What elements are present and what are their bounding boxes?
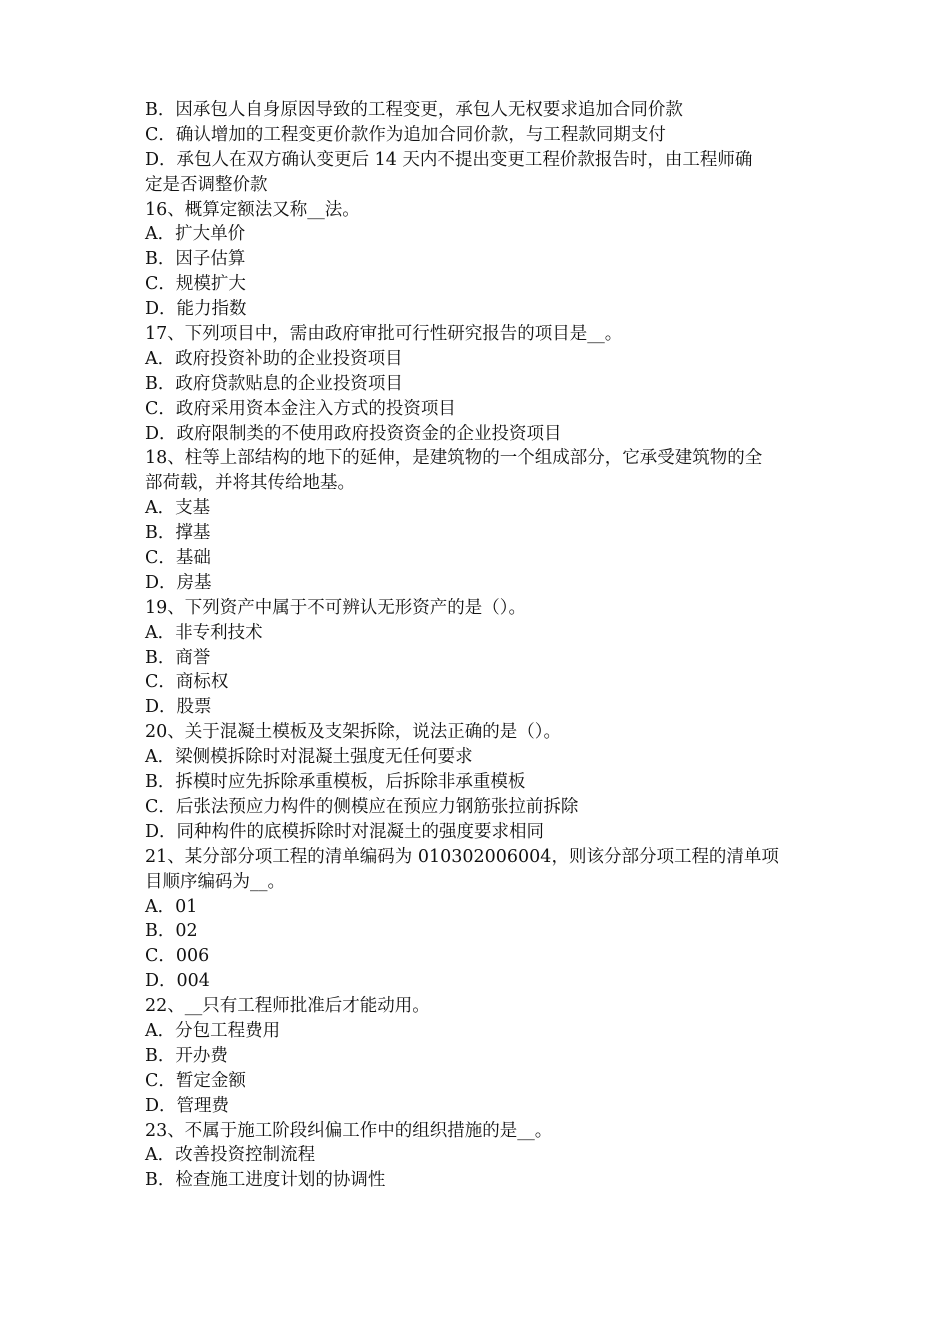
question-21-continuation: 目顺序编码为__。 bbox=[145, 871, 285, 892]
question-22: 22、__只有工程师批准后才能动用。 bbox=[145, 996, 430, 1017]
option-line: C．确认增加的工程变更价款作为追加合同价款，与工程款同期支付 bbox=[145, 124, 666, 145]
option-line: B．开办费 bbox=[145, 1045, 228, 1066]
option-line: B．政府贷款贴息的企业投资项目 bbox=[145, 373, 403, 394]
option-line: B．撑基 bbox=[145, 523, 211, 544]
option-line: D．政府限制类的不使用政府投资资金的企业投资项目 bbox=[145, 423, 562, 444]
option-line: A．支基 bbox=[145, 498, 211, 519]
option-line: A．政府投资补助的企业投资项目 bbox=[145, 348, 403, 369]
option-line-continuation: 定是否调整价款 bbox=[145, 174, 268, 195]
option-line: B．02 bbox=[145, 921, 198, 942]
question-16: 16、概算定额法又称__法。 bbox=[145, 199, 360, 220]
option-line: D．股票 bbox=[145, 697, 212, 718]
question-18-continuation: 部荷载，并将其传给地基。 bbox=[145, 473, 355, 494]
option-line: A．非专利技术 bbox=[145, 622, 263, 643]
option-line: B．拆模时应先拆除承重模板，后拆除非承重模板 bbox=[145, 772, 526, 793]
question-19: 19、下列资产中属于不可辨认无形资产的是（）。 bbox=[145, 597, 527, 618]
option-line: A．分包工程费用 bbox=[145, 1020, 281, 1041]
option-line: C．暂定金额 bbox=[145, 1070, 246, 1091]
option-line: A．01 bbox=[145, 896, 198, 917]
question-21: 21、某分部分项工程的清单编码为 010302006004，则该分部分项工程的清单项 bbox=[145, 846, 779, 867]
option-line: A．梁侧模拆除时对混凝土强度无任何要求 bbox=[145, 747, 473, 768]
option-line: B．检查施工进度计划的协调性 bbox=[145, 1170, 386, 1191]
option-line: C．后张法预应力构件的侧模应在预应力钢筋张拉前拆除 bbox=[145, 796, 579, 817]
option-line: C．基础 bbox=[145, 548, 211, 569]
document-body bbox=[145, 98, 813, 1193]
option-line: C．规模扩大 bbox=[145, 274, 246, 295]
option-line: C．商标权 bbox=[145, 672, 229, 693]
option-line: D．004 bbox=[145, 971, 210, 992]
option-line: B．因子估算 bbox=[145, 249, 246, 270]
option-line: A．扩大单价 bbox=[145, 224, 246, 245]
question-18: 18、柱等上部结构的地下的延伸，是建筑物的一个组成部分，它承受建筑物的全 bbox=[145, 448, 763, 469]
option-line: B．商誉 bbox=[145, 647, 211, 668]
option-line: D．能力指数 bbox=[145, 299, 247, 320]
question-17: 17、下列项目中，需由政府审批可行性研究报告的项目是__。 bbox=[145, 324, 623, 345]
option-line: A．改善投资控制流程 bbox=[145, 1145, 316, 1166]
question-20: 20、关于混凝土模板及支架拆除，说法正确的是（）。 bbox=[145, 722, 562, 743]
option-line: D．管理费 bbox=[145, 1095, 230, 1116]
option-line: B．因承包人自身原因导致的工程变更，承包人无权要求追加合同价款 bbox=[145, 100, 683, 120]
option-line: D．承包人在双方确认变更后 14 天内不提出变更工程价款报告时，由工程师确 bbox=[145, 149, 753, 170]
option-line: C．006 bbox=[145, 946, 210, 967]
question-23: 23、不属于施工阶段纠偏工作中的组织措施的是__。 bbox=[145, 1120, 553, 1141]
option-line: D．房基 bbox=[145, 572, 212, 593]
option-line: D．同种构件的底模拆除时对混凝土的强度要求相同 bbox=[145, 821, 545, 842]
option-line: C．政府采用资本金注入方式的投资项目 bbox=[145, 398, 456, 419]
